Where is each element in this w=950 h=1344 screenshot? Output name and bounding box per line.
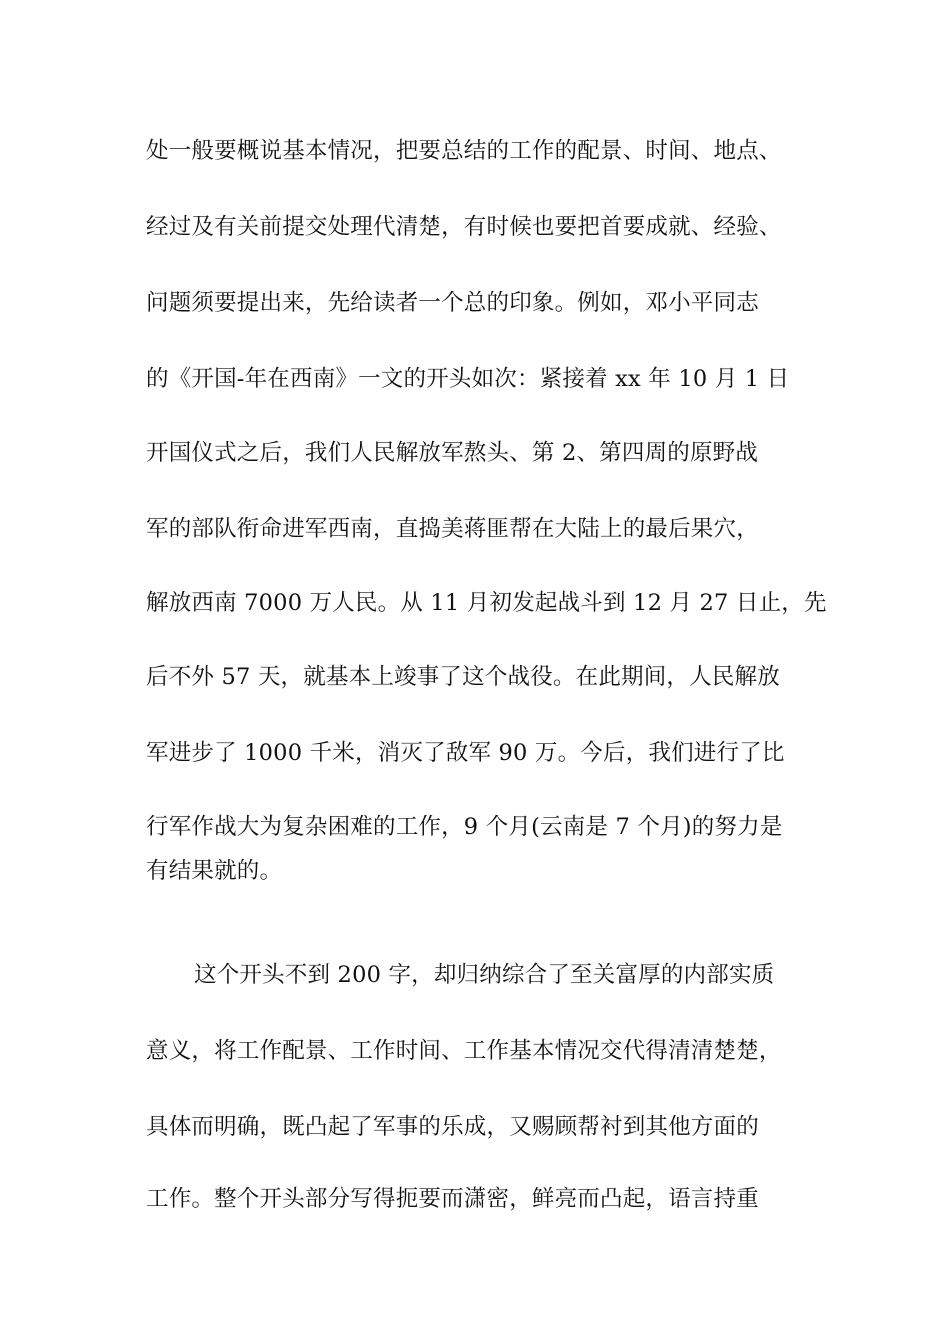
paragraph-first-line: 这个开头不到 200 字，却归纳综合了至关富厚的内部实质: [194, 962, 775, 988]
text-line: 开国仪式之后，我们人民解放军熬头、第 2、第四周的原野战: [146, 440, 759, 466]
text-line: 经过及有关前提交处理代清楚，有时候也要把首要成就、经验、: [146, 214, 782, 240]
text-line: 工作。整个开头部分写得扼要而潇密，鲜亮而凸起，语言持重: [146, 1186, 759, 1212]
text-line: 后不外 57 天，就基本上竣事了这个战役。在此期间，人民解放: [146, 664, 780, 690]
text-line: 行军作战大为复杂困难的工作，9 个月(云南是 7 个月)的努力是: [146, 814, 783, 840]
text-line: 解放西南 7000 万人民。从 11 月初发起战斗到 12 月 27 日止，先: [146, 590, 827, 616]
text-line: 有结果就的。: [146, 858, 283, 884]
text-line: 意义，将工作配景、工作时间、工作基本情况交代得清清楚楚，: [146, 1038, 782, 1064]
text-line: 处一般要概说基本情况，把要总结的工作的配景、时间、地点、: [146, 138, 782, 164]
text-line: 军的部队衔命进军西南，直捣美蒋匪帮在大陆上的最后果穴，: [146, 516, 759, 542]
text-line: 具体而明确，既凸起了军事的乐成，又赐顾帮衬到其他方面的: [146, 1114, 759, 1140]
text-line: 军进步了 1000 千米，消灭了敌军 90 万。今后，我们进行了比: [146, 740, 785, 766]
text-line: 的《开国-年在西南》一文的开头如次：紧接着 xx 年 10 月 1 日: [146, 366, 790, 392]
text-line: 问题须要提出来，先给读者一个总的印象。例如，邓小平同志: [146, 290, 759, 316]
